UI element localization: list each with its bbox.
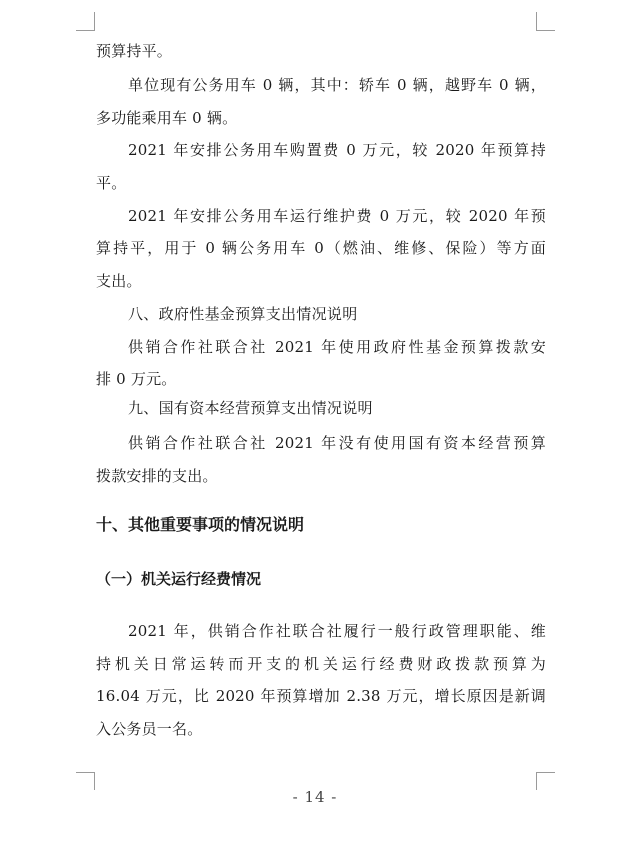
crop-mark-top-left-v bbox=[94, 12, 95, 30]
subsection-heading-1: （一）机关运行经费情况 bbox=[96, 570, 262, 588]
text-line: 支出。 bbox=[96, 272, 142, 290]
text-line: 单位现有公务用车 0 辆，其中：轿车 0 辆，越野车 0 辆， bbox=[128, 76, 546, 94]
text-line: 16.04 万元，比 2020 年预算增加 2.38 万元，增长原因是新调 bbox=[96, 687, 546, 705]
text-line: 供销合作社联合社 2021 年没有使用国有资本经营预算 bbox=[128, 434, 546, 452]
crop-mark-top-right-h bbox=[536, 30, 555, 31]
crop-mark-bottom-right-h bbox=[536, 772, 555, 773]
text-line: 排 0 万元。 bbox=[96, 370, 177, 388]
text-line: 平。 bbox=[96, 174, 127, 192]
text-line: 2021 年，供销合作社联合社履行一般行政管理职能、维 bbox=[128, 622, 546, 640]
section-heading-8: 八、政府性基金预算支出情况说明 bbox=[128, 305, 358, 323]
text-line: 预算持平。 bbox=[96, 42, 173, 60]
text-line: 多功能乘用车 0 辆。 bbox=[96, 109, 238, 127]
text-line: 入公务员一名。 bbox=[96, 720, 203, 738]
section-heading-10: 十、其他重要事项的情况说明 bbox=[96, 515, 305, 534]
text-line: 持机关日常运转而开支的机关运行经费财政拨款预算为 bbox=[96, 655, 546, 673]
section-heading-9: 九、国有资本经营预算支出情况说明 bbox=[128, 399, 373, 417]
crop-mark-top-right-v bbox=[536, 12, 537, 30]
crop-mark-top-left-h bbox=[76, 30, 95, 31]
text-line: 2021 年安排公务用车运行维护费 0 万元，较 2020 年预 bbox=[128, 207, 546, 225]
text-line: 供销合作社联合社 2021 年使用政府性基金预算拨款安 bbox=[128, 338, 546, 356]
text-line: 2021 年安排公务用车购置费 0 万元，较 2020 年预算持 bbox=[128, 141, 546, 159]
crop-mark-bottom-left-h bbox=[76, 772, 95, 773]
text-line: 算持平，用于 0 辆公务用车 0（燃油、维修、保险）等方面 bbox=[96, 239, 546, 257]
text-line: 拨款安排的支出。 bbox=[96, 467, 218, 485]
page-number: - 14 - bbox=[292, 788, 338, 806]
